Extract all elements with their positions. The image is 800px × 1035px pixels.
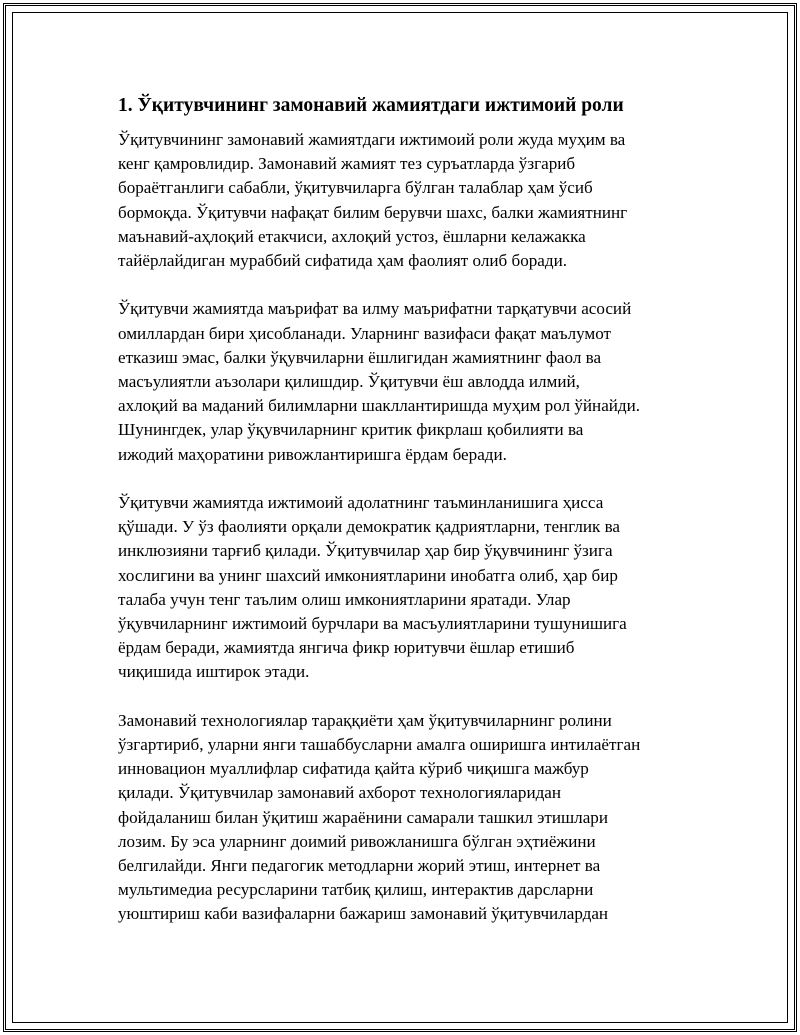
text-line: Замонавий технологиялар тараққиёти ҳам ўқитувчиларнинг ролини [118,710,612,730]
text-line: қўшади. У ўз фаолияти орқали демократик қадриятларни, тенглик ва [118,517,621,537]
text-line: инновацион муаллифлар сифатида қайта кўриб чиқишга мажбур [118,759,589,779]
text-line: Ўқитувчи жамиятда ижтимоий адолатнинг таъминланишига ҳисса [118,493,604,513]
text-line: қилади. Ўқитувчилар замонавий ахборот технологияларидан [118,783,562,803]
paragraph [118,297,686,466]
text-line: ёрдам беради, жамиятда янгича фикр юритувчи ёшлар етишиб [118,638,575,658]
text-line: инклюзияни тарғиб қилади. Ўқитувчилар ҳар бир ўқувчининг ўзига [118,541,613,561]
text-line: Шунингдек, улар ўқувчиларнинг критик фикрлаш қобилияти ва [118,420,584,440]
text-line: фойдаланиш билан ўқитиш жараёнини самарали ташкил этишлари [118,807,608,827]
text-line: ўқувчиларнинг ижтимоий бурчлари ва масъулиятларини тушунишига [118,614,627,634]
text-line: маънавий-аҳлоқий етакчиси, ахлоқий устоз, ёшларни келажакка [118,226,586,246]
text-line: ўзгартириб, уларни янги ташаббусларни амалга оширишга интилаётган [118,735,641,755]
text-line: уюштириш каби вазифаларни бажариш замонавий ўқитувчилардан [118,904,609,924]
text-line: кенг қамровлидир. Замонавий жамият тез суръатларда ўзгариб [118,154,576,174]
text-line: белгилайди. Янги педагогик методларни жорий этиш, интернет ва [118,856,601,876]
section-title: 1. Ўқитувчининг замонавий жамиятдаги ижтимоий роли [118,95,624,116]
text-line: тайёрлайдиган мураббий сифатида ҳам фаолият олиб боради. [118,251,568,271]
text-line: чиқишида иштирок этади. [118,662,310,682]
paragraph [118,491,686,685]
text-line: талаба учун тенг таълим олиш имкониятларини яратади. Улар [118,589,571,609]
text-line: хослигини ва унинг шахсий имкониятларини инобатга олиб, ҳар бир [118,565,618,585]
text-line: ижодий маҳоратини ривожлантиришга ёрдам беради. [118,444,507,464]
document-body [118,92,686,951]
text-line: ахлоқий ва маданий билимларни шакллантиришда муҳим рол ўйнайди. [118,396,641,416]
text-line: Ўқитувчи жамиятда маърифат ва илму маърифатни тарқатувчи асосий [118,299,632,319]
text-line: етказиш эмас, балки ўқувчиларни ёшлигидан жамиятнинг фаол ва [118,347,602,367]
text-line: омиллардан бири ҳисобланади. Уларнинг вазифаси фақат маълумот [118,323,612,343]
paragraph-list [118,128,686,927]
text-line: бормоқда. Ўқитувчи нафақат билим берувчи шахс, балки жамиятнинг [118,202,628,222]
text-line: Ўқитувчининг замонавий жамиятдаги ижтимоий роли жуда муҳим ва [118,130,626,149]
text-line: бораётганлиги сабабли, ўқитувчиларга бўлган талаблар ҳам ўсиб [118,178,593,198]
text-line: лозим. Бу эса уларнинг доимий ривожланишга бўлган эҳтиёжини [118,831,596,851]
text-line: масъулиятли аъзолари қилишдир. Ўқитувчи ёш авлодда илмий, [118,372,580,392]
paragraph [118,709,686,927]
paragraph [118,128,686,273]
text-line: мультимедиа ресурсларини татбиқ қилиш, интерактив дарсларни [118,880,594,900]
